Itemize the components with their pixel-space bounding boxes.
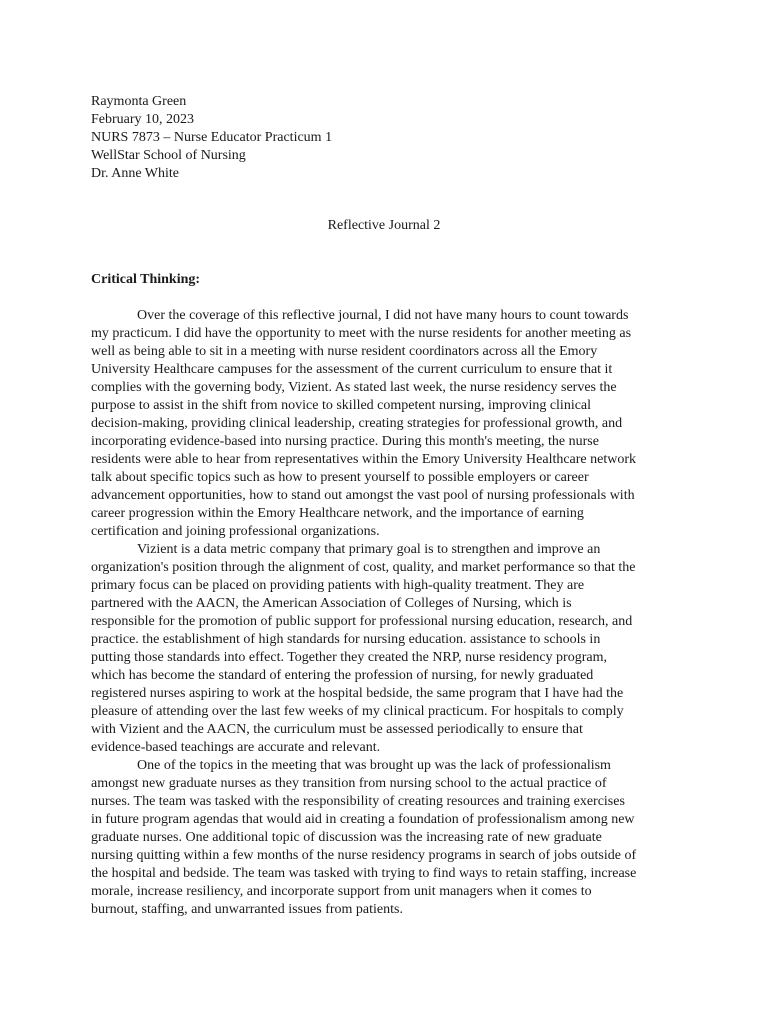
paragraph-line: incorporating evidence-based into nursing practice. During this month's meeting, the nurse [91, 434, 599, 449]
paragraph-line: decision-making, providing clinical leadership, creating strategies for professional growth, and [91, 416, 623, 431]
paragraph-line: putting those standards into effect. Together they created the NRP, nurse residency program, [91, 650, 607, 665]
document-header [91, 93, 332, 183]
paragraph-line: certification and joining professional organizations. [91, 524, 380, 539]
paragraph-line: evidence-based teachings are accurate and relevant. [91, 740, 381, 755]
paragraph-line: pleasure of attending over the last few weeks of my clinical practicum. For hospitals to comply [91, 704, 624, 719]
paragraph-line: Vizient is a data metric company that primary goal is to strengthen and improve an [137, 542, 601, 557]
paragraph-line: nurses. The team was tasked with the responsibility of creating resources and training exercises [91, 794, 625, 809]
document-body [91, 307, 681, 919]
paragraph-line: practice. the establishment of high standards for nursing education. assistance to schools in [91, 632, 601, 647]
paragraph-line: burnout, staffing, and unwarranted issues from patients. [91, 902, 403, 917]
paragraph-line: Over the coverage of this reflective journal, I did not have many hours to count towards [137, 308, 629, 323]
paragraph-line: with Vizient and the AACN, the curriculum must be assessed periodically to ensure that [91, 722, 583, 737]
document-title: Reflective Journal 2 [327, 218, 441, 233]
document-date: February 10, 2023 [91, 112, 195, 127]
paragraph-line: University Healthcare campuses for the assessment of the current curriculum to ensure that it [91, 362, 613, 377]
paragraph-line: partnered with the AACN, the American Association of Colleges of Nursing, which is [91, 596, 572, 611]
paragraph-line: amongst new graduate nurses as they transition from nursing school to the actual practice of [91, 776, 607, 791]
instructor-name: Dr. Anne White [91, 166, 180, 181]
paragraph-line: in future program agendas that would aid in creating a foundation of professionalism among new [91, 812, 635, 827]
paragraph [91, 757, 681, 919]
paragraph-line: responsible for the promotion of public support for professional nursing education, research, and [91, 614, 633, 629]
paragraph-line: advancement opportunities, how to stand out amongst the vast pool of nursing professionals with [91, 488, 635, 503]
paragraph-line: One of the topics in the meeting that was brought up was the lack of professionalism [137, 758, 611, 773]
paragraph [91, 307, 681, 541]
paragraph-line: the hospital and bedside. The team was tasked with trying to find ways to retain staffing, increase [91, 866, 637, 881]
paragraph-line: organization's position through the alignment of cost, quality, and market performance so that the [91, 560, 636, 575]
paragraph-line: career progression within the Emory Healthcare network, and the importance of earning [91, 506, 584, 521]
paragraph-line: graduate nurses. One additional topic of discussion was the increasing rate of new graduate [91, 830, 602, 845]
section-heading: Critical Thinking: [91, 272, 201, 287]
course-name: NURS 7873 – Nurse Educator Practicum 1 [91, 130, 333, 145]
paragraph [91, 541, 681, 757]
paragraph-line: complies with the governing body, Vizient. As stated last week, the nurse residency serves the [91, 380, 617, 395]
paragraph-line: my practicum. I did have the opportunity to meet with the nurse residents for another meeting as [91, 326, 632, 341]
paragraph-line: residents were able to hear from representatives within the Emory University Healthcare network [91, 452, 637, 467]
paragraph-line: morale, increase resiliency, and incorporate support from unit managers when it comes to [91, 884, 592, 899]
author-name: Raymonta Green [91, 94, 187, 109]
paragraph-line: primary focus can be placed on providing patients with high-quality treatment. They are [91, 578, 585, 593]
paragraph-line: which has become the standard of entering the profession of nursing, for newly graduated [91, 668, 594, 683]
paragraph-line: talk about specific topics such as how to present yourself to possible employers or career [91, 470, 589, 485]
paragraph-line: well as being able to sit in a meeting with nurse resident coordinators across all the Emory [91, 344, 598, 359]
school-name: WellStar School of Nursing [91, 148, 246, 163]
paragraph-line: registered nurses aspiring to work at the hospital bedside, the same program that I have had the [91, 686, 624, 701]
paragraph-line: purpose to assist in the shift from novice to skilled competent nursing, improving clinical [91, 398, 592, 413]
paragraph-line: nursing quitting within a few months of the nurse residency programs in search of jobs outside of [91, 848, 637, 863]
